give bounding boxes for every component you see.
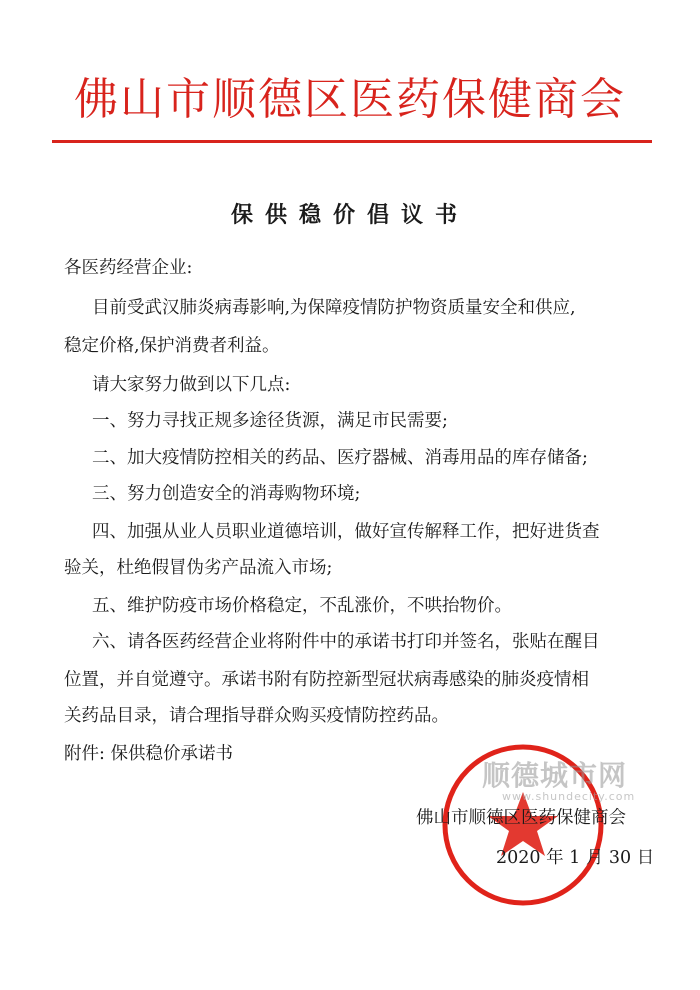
body-line: 稳定价格,保护消费者利益。: [64, 336, 280, 356]
letterhead-rule: [52, 140, 652, 143]
list-item-continued: 验关，杜绝假冒伪劣产品流入市场;: [64, 558, 333, 578]
signature-organization: 佛山市顺德区医药保健商会: [416, 808, 626, 828]
attachment-note: 附件: 保供稳价承诺书: [64, 744, 233, 764]
body-line: 请大家努力做到以下几点:: [92, 375, 291, 395]
signature-date: 2020 年 1 月 30 日: [496, 848, 655, 868]
list-item: 六、请各医药经营企业将附件中的承诺书打印并签名，张贴在醒目: [92, 632, 600, 652]
letterhead: 佛山市顺德区医药保健商会: [74, 74, 626, 125]
list-item: 三、努力创造安全的消毒购物环境;: [92, 484, 361, 504]
list-item: 四、加强从业人员职业道德培训，做好宣传解释工作，把好进货查: [92, 522, 600, 542]
salutation: 各医药经营企业:: [64, 258, 193, 278]
list-item-continued: 位置，并自觉遵守。承诺书附有防控新型冠状病毒感染的肺炎疫情相: [64, 670, 589, 690]
document-title: 保供稳价倡议书: [230, 202, 469, 228]
list-item-continued: 关药品目录，请合理指导群众购买疫情防控药品。: [64, 706, 449, 726]
watermark: 顺德城市网: [482, 759, 628, 792]
list-item: 一、努力寻找正规多途径货源，满足市民需要;: [92, 411, 448, 431]
list-item: 二、加大疫情防控相关的药品、医疗器械、消毒用品的库存储备;: [92, 448, 588, 468]
body-line: 目前受武汉肺炎病毒影响,为保障疫情防护物资质量安全和供应,: [92, 298, 576, 318]
list-item: 五、维护防疫市场价格稳定，不乱涨价，不哄抬物价。: [92, 596, 512, 616]
watermark-url: www.shundecity.com: [502, 790, 636, 803]
